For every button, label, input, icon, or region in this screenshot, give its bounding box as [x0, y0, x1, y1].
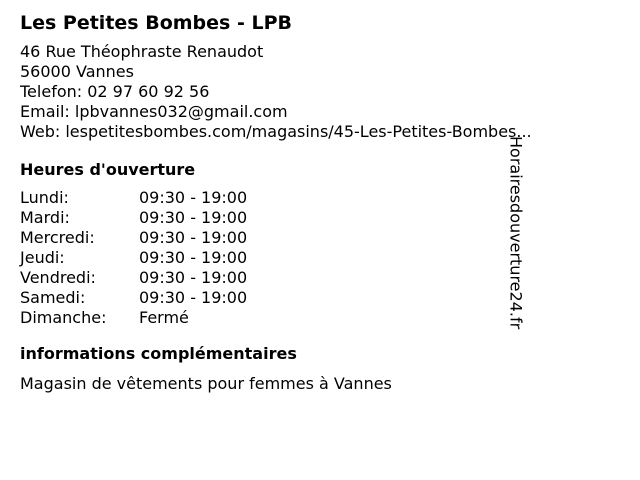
- email-address[interactable]: Email: lpbvannes032@gmail.com: [20, 102, 288, 121]
- additional-info-title: informations complémentaires: [20, 344, 297, 363]
- day-hours: 09:30 - 19:00: [139, 228, 248, 247]
- day-hours: Fermé: [139, 308, 189, 327]
- additional-info-text: Magasin de vêtements pour femmes à Vannes: [20, 374, 392, 393]
- day-label: Jeudi:: [20, 248, 65, 267]
- day-hours: 09:30 - 19:00: [139, 248, 248, 267]
- day-label: Samedi:: [20, 288, 86, 307]
- day-label: Mardi:: [20, 208, 70, 227]
- day-hours: 09:30 - 19:00: [139, 188, 248, 207]
- day-hours: 09:30 - 19:00: [139, 268, 248, 287]
- store-contact: [20, 42, 600, 142]
- city-address: 56000 Vannes: [20, 62, 134, 81]
- phone-number[interactable]: Telefon: 02 97 60 92 56: [20, 82, 210, 101]
- store-title: Les Petites Bombes - LPB: [20, 12, 292, 34]
- day-label: Dimanche:: [20, 308, 107, 327]
- website-link[interactable]: Web: lespetitesbombes.com/magasins/45-Les-Petites-Bombes...: [20, 122, 532, 141]
- day-label: Lundi:: [20, 188, 69, 207]
- street-address: 46 Rue Théophraste Renaudot: [20, 42, 264, 61]
- day-label: Mercredi:: [20, 228, 95, 247]
- opening-hours-title: Heures d'ouverture: [20, 160, 196, 179]
- day-label: Vendredi:: [20, 268, 96, 287]
- day-hours: 09:30 - 19:00: [139, 288, 248, 307]
- day-hours: 09:30 - 19:00: [139, 208, 248, 227]
- site-watermark: Horairesdouverture24.fr: [506, 136, 526, 330]
